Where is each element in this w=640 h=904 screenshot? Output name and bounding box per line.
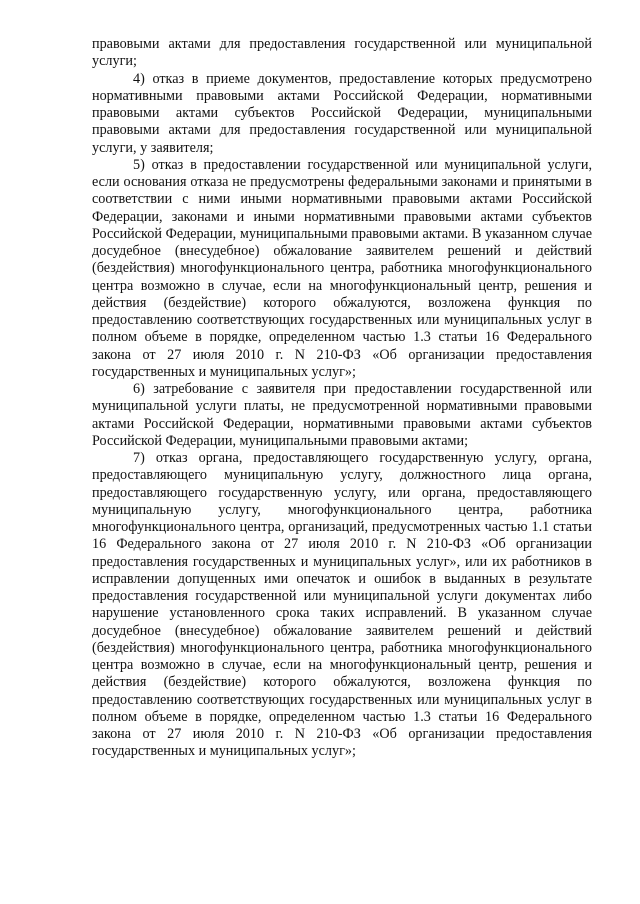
document-page [92,36,592,761]
paragraph-item-5: 5) отказ в предоставлении государственной или муниципальной услуги, если основания отказа не предусмотрены федеральными законами и принятыми в соответствии с ними иными нормативными правовыми актами Российской Федерации, законами и иными нормативными правовыми актами субъектов Российской Федерации, муниципальными правовыми актами. В указанном случае досудебное (внесудебное) обжалование заявителем решений и действий (бездействия) многофункционального центра, работника многофункционального центра возможно в случае, если на многофункциональный центр, решения и действия (бездействие) которого обжалуются, возложена функция по предоставлению соответствующих государственных или муниципальных услуг в полном объеме в порядке, определенном частью 1.3 статьи 16 Федерального закона от 27 июля 2010 г. N 210-ФЗ «Об организации предоставления государственных и муниципальных услуг»; [92,156,592,380]
paragraph-item-7: 7) отказ органа, предоставляющего государственную услугу, органа, предоставляющего муниципальную услугу, должностного лица органа, предоставляющего государственную услугу, или органа, предоставляющего муниципальную услугу, многофункционального центра, работника многофункционального центра, организаций, предусмотренных частью 1.1 статьи 16 Федерального закона от 27 июля 2010 г. N 210-ФЗ «Об организации предоставления государственных и муниципальных услуг», или их работников в исправлении допущенных ими опечаток и ошибок в выданных в результате предоставления государственной или муниципальной услуги документах либо нарушение установленного срока таких исправлений. В указанном случае досудебное (внесудебное) обжалование заявителем решений и действий (бездействия) многофункционального центра, работника многофункционального центра возможно в случае, если на многофункциональный центр, решения и действия (бездействие) которого обжалуются, возложена функция по предоставлению соответствующих государственных или муниципальных услуг в полном объеме в порядке, определенном частью 1.3 статьи 16 Федерального закона от 27 июля 2010 г. N 210-ФЗ «Об организации предоставления государственных и муниципальных услуг»; [92,450,592,760]
paragraph-continuation: правовыми актами для предоставления государственной или муниципальной услуги; [92,36,592,70]
paragraph-item-4: 4) отказ в приеме документов, предоставление которых предусмотрено нормативными правовыми актами Российской Федерации, нормативными правовыми актами субъектов Российской Федерации, муниципальными правовыми актами для предоставления государственной или муниципальной услуги, у заявителя; [92,70,592,156]
paragraph-item-6: 6) затребование с заявителя при предоставлении государственной или муниципальной услуги платы, не предусмотренной нормативными правовыми актами Российской Федерации, нормативными правовыми актами субъектов Российской Федерации, муниципальными правовыми актами; [92,381,592,449]
